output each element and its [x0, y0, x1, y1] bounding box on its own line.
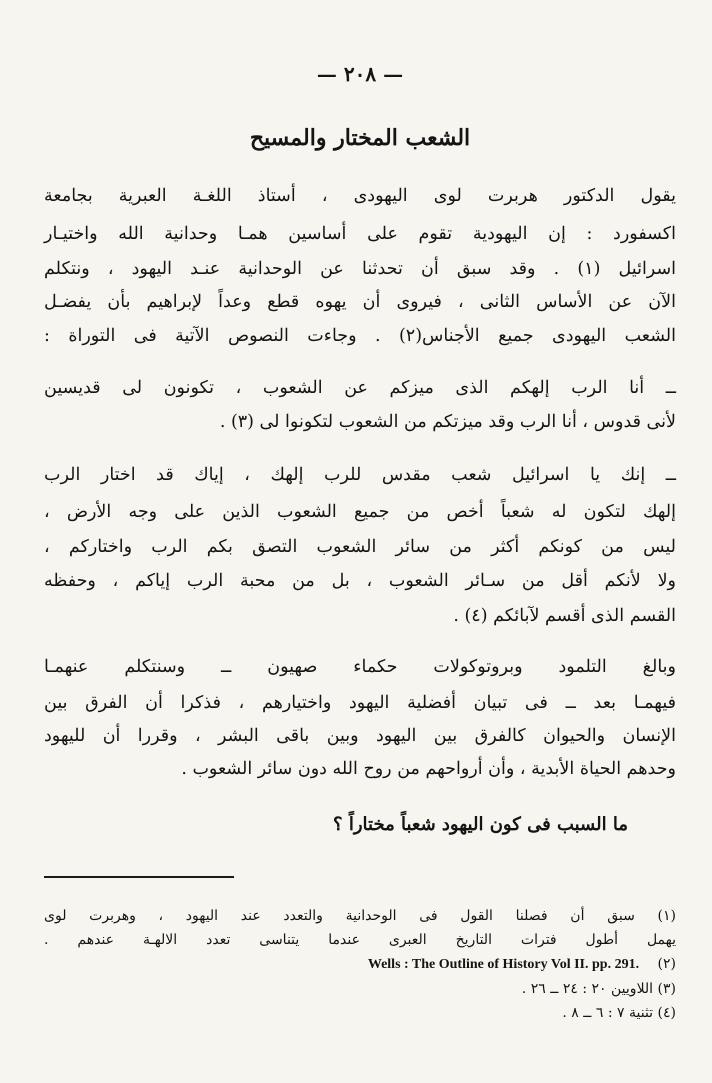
footnote-4: (٤) تثنية ٧ : ٦ ــ ٨ .	[562, 1005, 676, 1021]
paragraph-2-line-2: لأنى قدوس ، أنا الرب وقد ميزتكم من الشعوب لتكونوا لى (٣) .	[219, 412, 676, 432]
footnote-separator	[44, 876, 234, 878]
paragraph-3-line-2: إلهك لتكون له شعباً أخص من جميع الشعوب الذين على وجه الأرض ،	[44, 502, 676, 522]
paragraph-2-line-1: ــ أنا الرب إلهكم الذى ميزكم عن الشعوب ، تكونون لى قديسين	[44, 378, 676, 398]
book-page	[44, 0, 676, 1083]
footnote-1-line-1: (١) سبق أن فصلنا القول فى الوحدانية والتعدد عند اليهود ، وهربرت لوى	[44, 908, 676, 924]
paragraph-4-line-1: وبالغ التلمود وبروتوكولات حكماء صهيون ــ وسنتكلم عنهمـا	[44, 657, 676, 677]
paragraph-1-line-3: اسرائيل (١) . وقد سبق أن تحدثنا عن الوحدانية عنـد اليهود ، ونتكلم	[44, 259, 676, 279]
footnote-3: (٣) اللاويين ٢٠ : ٢٤ ــ ٢٦ .	[521, 981, 676, 997]
paragraph-4-line-4: وحدهم الحياة الأبدية ، وأن أرواحهم من روح الله دون سائر الشعوب .	[181, 759, 676, 779]
section-title: الشعب المختار والمسيح	[249, 125, 471, 151]
paragraph-3-line-3: ليس من كونكم أكثر من سائر الشعوب التصق بكم الرب واختاركم ،	[44, 537, 676, 557]
paragraph-3-line-5: القسم الذى أقسم لآبائكم (٤) .	[453, 606, 676, 626]
paragraph-4-line-2: فيهمـا بعد ــ فى تبيان أفضلية اليهود واختيارهم ، فذكرا أن الفرق بين	[44, 693, 676, 713]
footnote-1-line-2: يهمل أطول فترات التاريخ العبرى عندما يتناسى تعدد الالهـة عندهم .	[44, 932, 676, 948]
closing-question: ما السبب فى كون اليهود شعباً مختاراً ؟	[333, 814, 628, 835]
page-number: — ٢٠٨ —	[316, 62, 404, 86]
paragraph-1-line-1: يقول الدكتور هربرت لوى اليهودى ، أستاذ اللغـة العبرية بجامعة	[44, 186, 676, 206]
paragraph-1-line-5: الشعب اليهودى جميع الأجناس(٢) . وجاءت النصوص الآتية فى التوراة :	[44, 326, 676, 346]
footnote-2	[44, 953, 676, 976]
paragraph-3-line-4: ولا لأنكم أقل من سـائر الشعوب ، بل من محبة الرب إياكم ، وحفظه	[44, 571, 676, 591]
paragraph-4-line-3: الإنسان والحيوان كالفرق بين اليهود وبين باقى البشر ، وقررا أن لليهود	[44, 726, 676, 746]
paragraph-3-line-1: ــ إنك يا اسرائيل شعب مقدس للرب إلهك ، إياك قد اختار الرب	[44, 465, 676, 485]
paragraph-1-line-4: الآن عن الأساس الثانى ، فيروى أن يهوه قطع وعداً لإبراهيم بأن يفضـل	[44, 292, 676, 312]
footnote-2-citation: Wells : The Outline of History Vol II. pp. 291.	[367, 957, 640, 972]
paragraph-1-line-2: اكسفورد : إن اليهودية تقوم على أساسين همـا وحدانية الله واختيـار	[44, 224, 676, 244]
footnote-2-marker: (٢)	[657, 956, 676, 972]
